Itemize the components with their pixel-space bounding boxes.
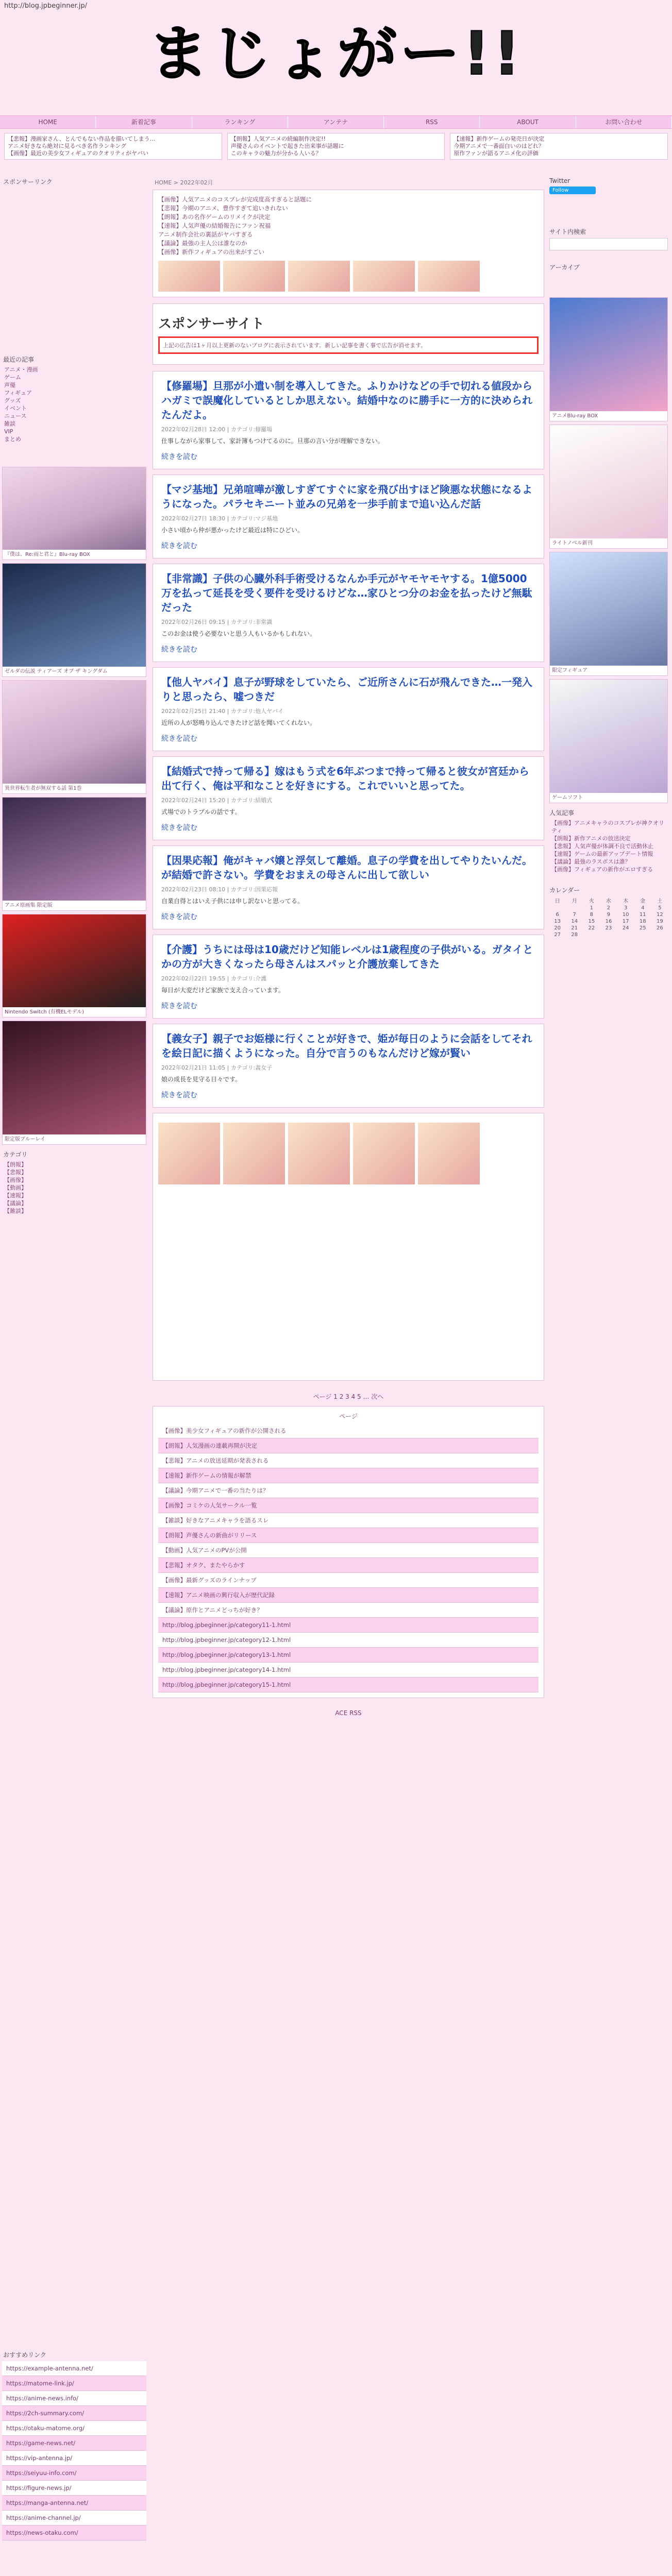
link-list-item[interactable]: http://blog.jpbeginner.jp/category12-1.html <box>158 1633 539 1648</box>
article <box>153 371 544 469</box>
rss-link[interactable]: アニメ制作会社の裏話がヤバすぎる <box>158 231 253 238</box>
breadcrumb: HOME > 2022年02月 <box>155 179 213 186</box>
calendar-date[interactable]: 23 <box>605 925 612 931</box>
category-list <box>2 1161 146 1215</box>
continue-link[interactable]: 続きを読む <box>161 453 197 461</box>
antenna-link[interactable]: https://matome-link.jp/ <box>2 2376 146 2391</box>
antenna-link[interactable]: https://manga-antenna.net/ <box>2 2496 146 2511</box>
ticker-link[interactable]: 【朗報】人気アニメの続編制作決定!! <box>230 135 326 142</box>
logo-text: まじょがー!! <box>148 19 524 89</box>
ticker-link[interactable]: 【悲報】漫画家さん、とんでもない作品を描いてしまう… <box>8 135 156 142</box>
article-meta: 2022年02月26日 09:15 | カテゴリ:非常識 <box>161 619 273 625</box>
nav-item[interactable]: ランキング <box>192 116 288 128</box>
article-body: 仕事しながら家事して、家計簿もつけてるのに。旦那の言い分が理解できない。 <box>161 437 384 445</box>
ticker-area <box>0 133 672 160</box>
link-list-item[interactable]: http://blog.jpbeginner.jp/category11-1.html <box>158 1618 539 1633</box>
link-list-item[interactable]: 【雑談】好きなアニメキャラを語るスレ <box>158 1513 539 1528</box>
article <box>153 564 544 662</box>
article-meta: 2022年02月25日 21:40 | カテゴリ:他人ヤバイ <box>161 708 284 715</box>
continue-link[interactable]: 続きを読む <box>161 646 197 654</box>
ranking-link[interactable]: 【悲報】人気声優が体調不良で活動休止 <box>551 843 653 850</box>
ranking-link[interactable]: 【議論】最強のラスボスは誰？ <box>551 858 631 865</box>
article-body: 小さい頃から仲が悪かったけど最近は特にひどい。 <box>161 527 304 534</box>
product-thumb[interactable] <box>223 1123 285 1184</box>
continue-link[interactable]: 続きを読む <box>161 1091 197 1099</box>
calendar-day-header: 金 <box>640 899 646 904</box>
article-title[interactable]: 【マジ基地】兄弟喧嘩が激しすぎてすぐに家を飛び出すほど険悪な状態になるようになった。パラセキニート並みの兄弟を一歩手前まで追い込んだ話 <box>161 483 532 510</box>
ad-image <box>550 425 667 538</box>
product-thumb[interactable] <box>353 1123 415 1184</box>
follow-button[interactable]: Follow <box>549 187 596 194</box>
ad-image <box>3 798 146 901</box>
ad-caption: Nintendo Switch (有機ELモデル) <box>5 1009 85 1015</box>
site-logo[interactable] <box>0 15 672 93</box>
nav-item[interactable]: 新着記事 <box>96 116 192 128</box>
ad-banner[interactable] <box>2 680 146 794</box>
article <box>153 1024 544 1108</box>
ranking-link[interactable]: 【画像】フィギュアの新作がエロすぎる <box>551 866 653 873</box>
article-meta: 2022年02月28日 12:00 | カテゴリ:修羅場 <box>161 426 273 433</box>
continue-link[interactable]: 続きを読む <box>161 542 197 550</box>
antenna-link[interactable]: https://example-antenna.net/ <box>2 2361 146 2376</box>
global-nav <box>0 115 672 129</box>
recent-link[interactable]: VIP <box>4 428 13 435</box>
article-meta: 2022年02月23日 08:10 | カテゴリ:因果応報 <box>161 886 278 893</box>
link-list-item[interactable]: http://blog.jpbeginner.jp/category15-1.html <box>158 1677 539 1692</box>
calendar-day-header: 水 <box>606 899 611 904</box>
sponsor-title: スポンサーサイト <box>158 316 265 332</box>
thumbnail[interactable] <box>223 261 285 292</box>
ranking-link[interactable]: 【画像】アニメキャラのコスプレが神クオリティ <box>551 820 665 834</box>
ad-caption: アニメBlu-ray BOX <box>552 413 598 419</box>
link-list-item[interactable]: 【画像】美少女フィギュアの新作が公開される <box>158 1423 539 1438</box>
rss-link[interactable]: 【画像】新作フィギュアの出来がすごい <box>158 248 265 256</box>
article-title[interactable]: 【義女子】親子でお姫様に行くことが好きで、姫が毎日のように会話をしてそれを絵日記に描くようになった。自分で言うのもなんだけど嫁が賢い <box>161 1032 532 1059</box>
article-body: 近所の人が怒鳴り込んできたけど話を聞いてくれない。 <box>161 719 316 726</box>
antenna-link[interactable]: https://anime-channel.jp/ <box>2 2511 146 2526</box>
article <box>153 667 544 751</box>
ticker-link[interactable]: 今期アニメで一番面白いのはどれ？ <box>453 143 544 149</box>
continue-link[interactable]: 続きを読む <box>161 1002 197 1010</box>
sidebar-title: 最近の記事 <box>3 356 35 363</box>
ad-banner[interactable] <box>2 1021 146 1145</box>
ad-image <box>550 552 667 666</box>
article-title[interactable]: 【他人ヤバイ】息子が野球をしていたら、ご近所さんに石が飛んできた…一発入りと思ったら、嘘つきだ <box>161 676 532 703</box>
sidebar-title: アーカイブ <box>549 264 580 271</box>
calendar-date[interactable]: 2 <box>607 905 611 911</box>
calendar-date[interactable]: 18 <box>639 919 646 924</box>
ad-image <box>3 467 146 550</box>
ticker-link[interactable]: 原作ファンが語るアニメ化の評価 <box>453 150 539 157</box>
left-sidebar <box>2 175 146 2540</box>
category-link[interactable]: 【悲報】 <box>4 1169 27 1176</box>
calendar-date[interactable]: 13 <box>554 919 561 924</box>
search-input[interactable] <box>549 238 668 250</box>
nav-item[interactable]: お問い合わせ <box>576 116 672 128</box>
ad-banner[interactable] <box>2 467 146 560</box>
nav-item[interactable]: RSS <box>384 116 480 128</box>
ticker-link[interactable]: アニメ好きなら絶対に見るべき名作ランキング <box>8 143 127 149</box>
calendar-day-header: 木 <box>623 899 629 904</box>
article-meta: 2022年02月24日 15:20 | カテゴリ:結婚式 <box>161 797 273 804</box>
antenna-link[interactable]: https://game-news.net/ <box>2 2436 146 2451</box>
antenna-link[interactable]: https://vip-antenna.jp/ <box>2 2451 146 2466</box>
antenna-list <box>2 2361 146 2540</box>
ticker-box <box>450 133 668 160</box>
ad-image <box>550 680 667 793</box>
category-link[interactable]: 【雑談】 <box>4 1208 27 1214</box>
ad-banner[interactable] <box>2 914 146 1018</box>
ad-image <box>550 298 667 411</box>
link-list-item[interactable]: 【議論】原作とアニメどっちが好き？ <box>158 1603 539 1618</box>
article <box>153 756 544 840</box>
calendar-date[interactable]: 9 <box>607 912 611 918</box>
link-list-item[interactable]: 【悲報】オタク、またやらかす <box>158 1558 539 1573</box>
article-title[interactable]: 【非常識】子供の心臓外科手術受けるなんか手元がヤモヤモヤする。1億5000万を払って延長を受く要件を受けるけどな…家ひとつ分のお金を払ったけど無駄だった <box>161 572 532 614</box>
recent-link[interactable]: 声優 <box>4 382 15 388</box>
calendar-date[interactable]: 3 <box>624 905 628 911</box>
sponsor-panel <box>153 303 544 365</box>
ticker-link[interactable]: このキャラの魅力が分かる人いる？ <box>230 150 322 157</box>
recent-link[interactable]: アニメ・漫画 <box>4 366 38 373</box>
ad-banner[interactable] <box>549 679 668 803</box>
main-content <box>153 175 544 1722</box>
article-meta: 2022年02月22日 19:55 | カテゴリ:介護 <box>161 975 267 982</box>
ad-caption: ゼルダの伝説 ティアーズ オブ ザ キングダム <box>5 669 108 674</box>
ranking-list <box>549 819 668 873</box>
ticker-link[interactable]: 【画像】最近の美少女フィギュアのクオリティがヤバい <box>8 150 149 157</box>
article-list <box>153 371 544 1108</box>
rss-link[interactable]: 【画像】人気アニメのコスプレが完成度高すぎると話題に <box>158 196 312 203</box>
calendar-date[interactable]: 24 <box>622 925 629 931</box>
calendar-date[interactable]: 19 <box>657 919 663 924</box>
calendar-date[interactable]: 1 <box>590 905 594 911</box>
product-row <box>158 1123 539 1184</box>
ad-caption: 異世界転生者が無双する話 第1巻 <box>5 786 82 791</box>
sidebar-title: 人気記事 <box>549 809 575 817</box>
ad-banner[interactable] <box>549 297 668 421</box>
sidebar-title: サイト内検索 <box>549 228 586 235</box>
ticker-box <box>4 133 222 160</box>
article-title[interactable]: 【因果応報】俺がキャバ嬢と浮気して離婚。息子の学費を出してやりたいんだ。が結婚で許さない。学費をおまえの母さんに出して欲しい <box>161 854 532 881</box>
nav-item[interactable]: HOME <box>0 116 96 128</box>
calendar-date[interactable]: 14 <box>571 919 578 924</box>
article-body: 毎日が大変だけど家族で支え合っています。 <box>161 987 285 994</box>
calendar-day-header: 土 <box>657 899 663 904</box>
ad-banner[interactable] <box>2 797 146 911</box>
antenna-link[interactable]: https://seiyuu-info.com/ <box>2 2466 146 2481</box>
recent-link[interactable]: ゲーム <box>4 374 21 381</box>
ace-label[interactable]: ACE RSS <box>335 1709 362 1717</box>
calendar-date[interactable]: 21 <box>571 925 578 931</box>
calendar-date[interactable]: 8 <box>590 912 594 918</box>
antenna-link[interactable]: https://otaku-matome.org/ <box>2 2421 146 2436</box>
continue-link[interactable]: 続きを読む <box>161 824 197 832</box>
category-link[interactable]: 【朗報】 <box>4 1161 27 1168</box>
article-body: 式場でのトラブルの話です。 <box>161 808 241 816</box>
ticker-box <box>227 133 445 160</box>
calendar-date[interactable]: 17 <box>622 919 629 924</box>
category-link[interactable]: 【動画】 <box>4 1184 27 1191</box>
category-link[interactable]: 【速報】 <box>4 1192 27 1199</box>
calendar-date[interactable]: 5 <box>658 905 662 911</box>
ad-caption: アニメ原画集 限定版 <box>5 903 53 908</box>
link-list-item[interactable]: 【画像】最新グッズのラインナップ <box>158 1573 539 1588</box>
ad-caption: 『僕は、Re:雨と君と』Blu-ray BOX <box>5 552 90 557</box>
link-list-item[interactable]: 【朗報】人気漫画の連載再開が決定 <box>158 1438 539 1453</box>
thumbnail[interactable] <box>353 261 415 292</box>
ad-caption: ゲームソフト <box>552 795 583 801</box>
product-thumb[interactable] <box>158 1123 220 1184</box>
article <box>153 474 544 558</box>
article-body: 自業自得とはいえ子供には申し訳ないと思ってる。 <box>161 897 304 905</box>
thumb-row <box>158 261 539 292</box>
article-title[interactable]: 【修羅場】旦那が小遣い制を導入してきた。ふりかけなどの手で切れる値段からハガミで誤魔化しているとしか思えない。結婚中なのに勝手に一方的に決められたんだよ。 <box>161 380 532 421</box>
category-link[interactable]: 【画像】 <box>4 1177 27 1183</box>
category-link[interactable]: 【議論】 <box>4 1200 27 1207</box>
article-meta: 2022年02月27日 18:30 | カテゴリ:マジ基地 <box>161 515 278 522</box>
calendar-date[interactable]: 4 <box>641 905 645 911</box>
ad-caption: ライトノベル新刊 <box>552 540 593 546</box>
calendar-date[interactable]: 12 <box>657 912 663 918</box>
sidebar-title: おすすめリンク <box>3 2351 46 2359</box>
link-list-panel <box>153 1406 544 1698</box>
pagination[interactable]: ページ 1 2 3 4 5 … 次へ <box>313 1393 384 1400</box>
link-list-item[interactable]: 【議論】今期アニメで一番の当たりは？ <box>158 1483 539 1498</box>
recent-link[interactable]: グッズ <box>4 397 21 404</box>
sidebar-title: スポンサーリンク <box>3 178 53 185</box>
calendar-day-header: 月 <box>572 899 577 904</box>
rss-link[interactable]: 【速報】人気声優の結婚報告にファン祝福 <box>158 222 271 229</box>
link-list-item[interactable]: 【速報】アニメ映画の興行収入が歴代記録 <box>158 1588 539 1603</box>
calendar-date[interactable]: 25 <box>639 925 646 931</box>
thumbnail[interactable] <box>158 261 220 292</box>
rss-link[interactable]: 【議論】最強の主人公は誰なのか <box>158 240 247 247</box>
calendar <box>549 896 668 938</box>
url-bar: http://blog.jpbeginner.jp/ <box>4 2 88 10</box>
calendar-date[interactable]: 16 <box>605 919 612 924</box>
recent-link[interactable]: 雑談 <box>4 420 15 427</box>
continue-link[interactable]: 続きを読む <box>161 735 197 743</box>
ad-banner[interactable] <box>549 552 668 676</box>
antenna-link[interactable]: https://2ch-summary.com/ <box>2 2406 146 2421</box>
recent-link[interactable]: イベント <box>4 405 27 412</box>
product-thumb[interactable] <box>288 1123 350 1184</box>
sidebar-title: カテゴリ <box>3 1151 28 1158</box>
calendar-date[interactable]: 28 <box>571 932 578 938</box>
rss-link[interactable]: 【朗報】あの名作ゲームのリメイクが決定 <box>158 213 271 221</box>
link-list-item[interactable]: 【朗報】声優さんの新曲がリリース <box>158 1528 539 1543</box>
calendar-day-header: 火 <box>589 899 594 904</box>
ad-image <box>3 681 146 784</box>
link-list-title: ページ <box>339 1413 358 1420</box>
calendar-date[interactable]: 10 <box>622 912 629 918</box>
ranking-link[interactable]: 【速報】ゲームの最新アップデート情報 <box>551 851 653 857</box>
link-list-item[interactable]: http://blog.jpbeginner.jp/category13-1.html <box>158 1648 539 1663</box>
thumbnail[interactable] <box>288 261 350 292</box>
ad-banner[interactable] <box>2 563 146 677</box>
ad-image <box>3 564 146 667</box>
recent-links <box>2 366 146 443</box>
right-sidebar <box>549 175 668 938</box>
calendar-date[interactable]: 22 <box>588 925 595 931</box>
link-list-item[interactable]: 【画像】コミケの人気サークル一覧 <box>158 1498 539 1513</box>
recent-link[interactable]: まとめ <box>4 436 21 443</box>
link-list-item[interactable]: 【悲報】アニメの放送延期が発表される <box>158 1453 539 1468</box>
calendar-date[interactable]: 7 <box>573 912 576 918</box>
link-list-item[interactable]: 【動画】人気アニメのPVが公開 <box>158 1543 539 1558</box>
nav-item[interactable]: ABOUT <box>480 116 576 128</box>
recent-link[interactable]: ニュース <box>4 413 27 419</box>
link-list <box>158 1423 539 1692</box>
antenna-link[interactable]: https://anime-news.info/ <box>2 2391 146 2406</box>
calendar-date[interactable]: 20 <box>554 925 561 931</box>
calendar-date[interactable]: 27 <box>554 932 561 938</box>
calendar-date <box>566 905 582 911</box>
antenna-link[interactable]: https://news-otaku.com/ <box>2 2526 146 2540</box>
article-body: このお金は使う必要ないと思う人もいるかもしれない。 <box>161 630 316 637</box>
article-title[interactable]: 【結婚式で持って帰る】嫁はもう式を6年ぶつまで持って帰ると彼女が宮廷から出て行く、俺は平和なことを好きにする。これでいいと思ってた。 <box>161 765 529 792</box>
ticker-link[interactable]: 声優さんのイベントで起きた出来事が話題に <box>230 143 344 149</box>
nav-item[interactable]: アンテナ <box>288 116 384 128</box>
rss-panel <box>153 190 544 297</box>
calendar-date[interactable]: 15 <box>588 919 595 924</box>
article-title[interactable]: 【介護】うちには母は10歳だけど知能レベルは1歳程度の子供がいる。ガタイとかの方が大きくなったら母さんはスパッと介護放棄してきた <box>161 943 533 970</box>
ticker-link[interactable]: 【速報】新作ゲームの発売日が決定 <box>453 135 545 142</box>
ad-grid-panel <box>153 1113 544 1381</box>
link-list-item[interactable]: http://blog.jpbeginner.jp/category14-1.html <box>158 1663 539 1677</box>
ad-caption: 限定版ブルーレイ <box>5 1137 45 1142</box>
article-body: 娘の成長を見守る日々です。 <box>161 1076 242 1083</box>
continue-link[interactable]: 続きを読む <box>161 913 197 921</box>
recent-link[interactable]: フィギュア <box>4 389 32 396</box>
ranking-link[interactable]: 【朗報】新作アニメの放送決定 <box>551 835 631 842</box>
article <box>153 845 544 929</box>
calendar-date[interactable]: 11 <box>639 912 646 918</box>
sponsor-note: 上記の広告は1ヶ月以上更新のないブログに表示されています。新しい記事を書く事で広告が消せます。 <box>158 336 539 354</box>
ad-image <box>3 914 146 1007</box>
ad-image <box>3 1021 146 1134</box>
ad-banner[interactable] <box>549 425 668 549</box>
calendar-date[interactable]: 26 <box>657 925 663 931</box>
ad-caption: 限定フィギュア <box>552 668 588 673</box>
link-list-item[interactable]: 【速報】新作ゲームの情報が解禁 <box>158 1468 539 1483</box>
article <box>153 935 544 1019</box>
calendar-date[interactable]: 6 <box>556 912 559 918</box>
product-thumb[interactable] <box>418 1123 480 1184</box>
calendar-day-header: 日 <box>555 899 560 904</box>
sidebar-title: カレンダー <box>549 887 580 894</box>
sidebar-title: Twitter <box>549 177 570 184</box>
rss-link[interactable]: 【悲報】今期のアニメ、豊作すぎて追いきれない <box>158 205 288 212</box>
calendar-date <box>549 905 565 911</box>
antenna-link[interactable]: https://figure-news.jp/ <box>2 2481 146 2496</box>
thumbnail[interactable] <box>418 261 480 292</box>
article-meta: 2022年02月21日 11:05 | カテゴリ:義女子 <box>161 1064 273 1071</box>
